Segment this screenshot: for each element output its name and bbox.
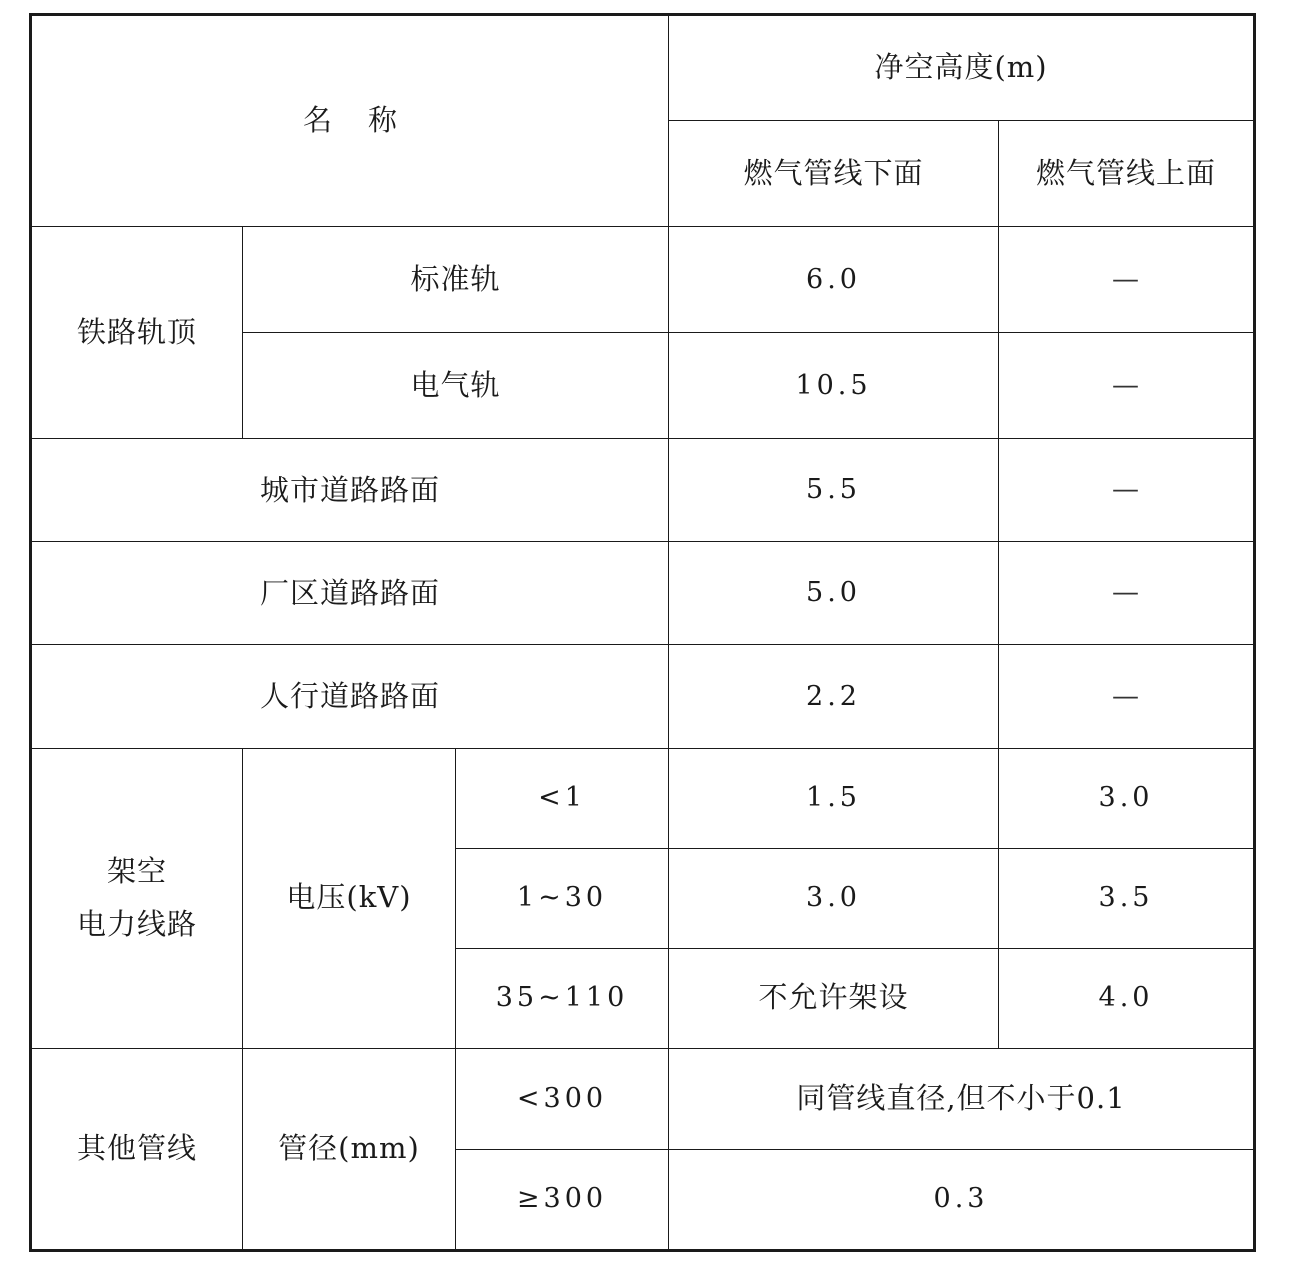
power-range-1: <1 xyxy=(456,748,669,848)
power-label xyxy=(31,748,243,1048)
table-row xyxy=(31,748,1255,848)
road-factory-above: — xyxy=(999,542,1255,645)
power-above-3: 4.0 xyxy=(999,948,1255,1048)
railway-electric-below: 10.5 xyxy=(669,333,999,439)
header-row-1 xyxy=(31,15,1255,121)
pipes-label: 其他管线 xyxy=(31,1048,243,1250)
pipes-value-1: 同管线直径,但不小于0.1 xyxy=(669,1048,1255,1149)
table-row xyxy=(31,645,1255,748)
road-pedestrian-name: 人行道路路面 xyxy=(31,645,669,748)
power-below-3: 不允许架设 xyxy=(669,948,999,1048)
railway-electric-above: — xyxy=(999,333,1255,439)
power-above-2: 3.5 xyxy=(999,848,1255,948)
header-above: 燃气管线上面 xyxy=(999,121,1255,227)
header-clearance: 净空高度(m) xyxy=(669,15,1255,121)
table-row xyxy=(31,542,1255,645)
road-factory-below: 5.0 xyxy=(669,542,999,645)
power-range-2: 1~30 xyxy=(456,848,669,948)
pipes-range-1: <300 xyxy=(456,1048,669,1149)
power-above-1: 3.0 xyxy=(999,748,1255,848)
pipes-diameter-label: 管径(mm) xyxy=(243,1048,456,1250)
clearance-table xyxy=(29,13,1256,1252)
power-label-line1: 架空 xyxy=(106,853,167,888)
pipes-range-2: ≥300 xyxy=(456,1149,669,1250)
header-name-cell xyxy=(31,15,669,227)
railway-standard-below: 6.0 xyxy=(669,227,999,333)
road-city-name: 城市道路路面 xyxy=(31,439,669,542)
power-below-1: 1.5 xyxy=(669,748,999,848)
power-label-line2: 电力线路 xyxy=(76,907,197,942)
road-factory-name: 厂区道路路面 xyxy=(31,542,669,645)
header-name: 名称 xyxy=(303,103,434,138)
road-pedestrian-below: 2.2 xyxy=(669,645,999,748)
railway-standard-name: 标准轨 xyxy=(243,227,669,333)
table-row xyxy=(31,227,1255,333)
table-row xyxy=(31,439,1255,542)
pipes-value-2: 0.3 xyxy=(669,1149,1255,1250)
road-pedestrian-above: — xyxy=(999,645,1255,748)
railway-electric-name: 电气轨 xyxy=(243,333,669,439)
header-below: 燃气管线下面 xyxy=(669,121,999,227)
power-below-2: 3.0 xyxy=(669,848,999,948)
road-city-below: 5.5 xyxy=(669,439,999,542)
power-range-3: 35~110 xyxy=(456,948,669,1048)
railway-label: 铁路轨顶 xyxy=(31,227,243,439)
table-row xyxy=(31,1048,1255,1149)
railway-standard-above: — xyxy=(999,227,1255,333)
road-city-above: — xyxy=(999,439,1255,542)
power-voltage-label: 电压(kV) xyxy=(243,748,456,1048)
